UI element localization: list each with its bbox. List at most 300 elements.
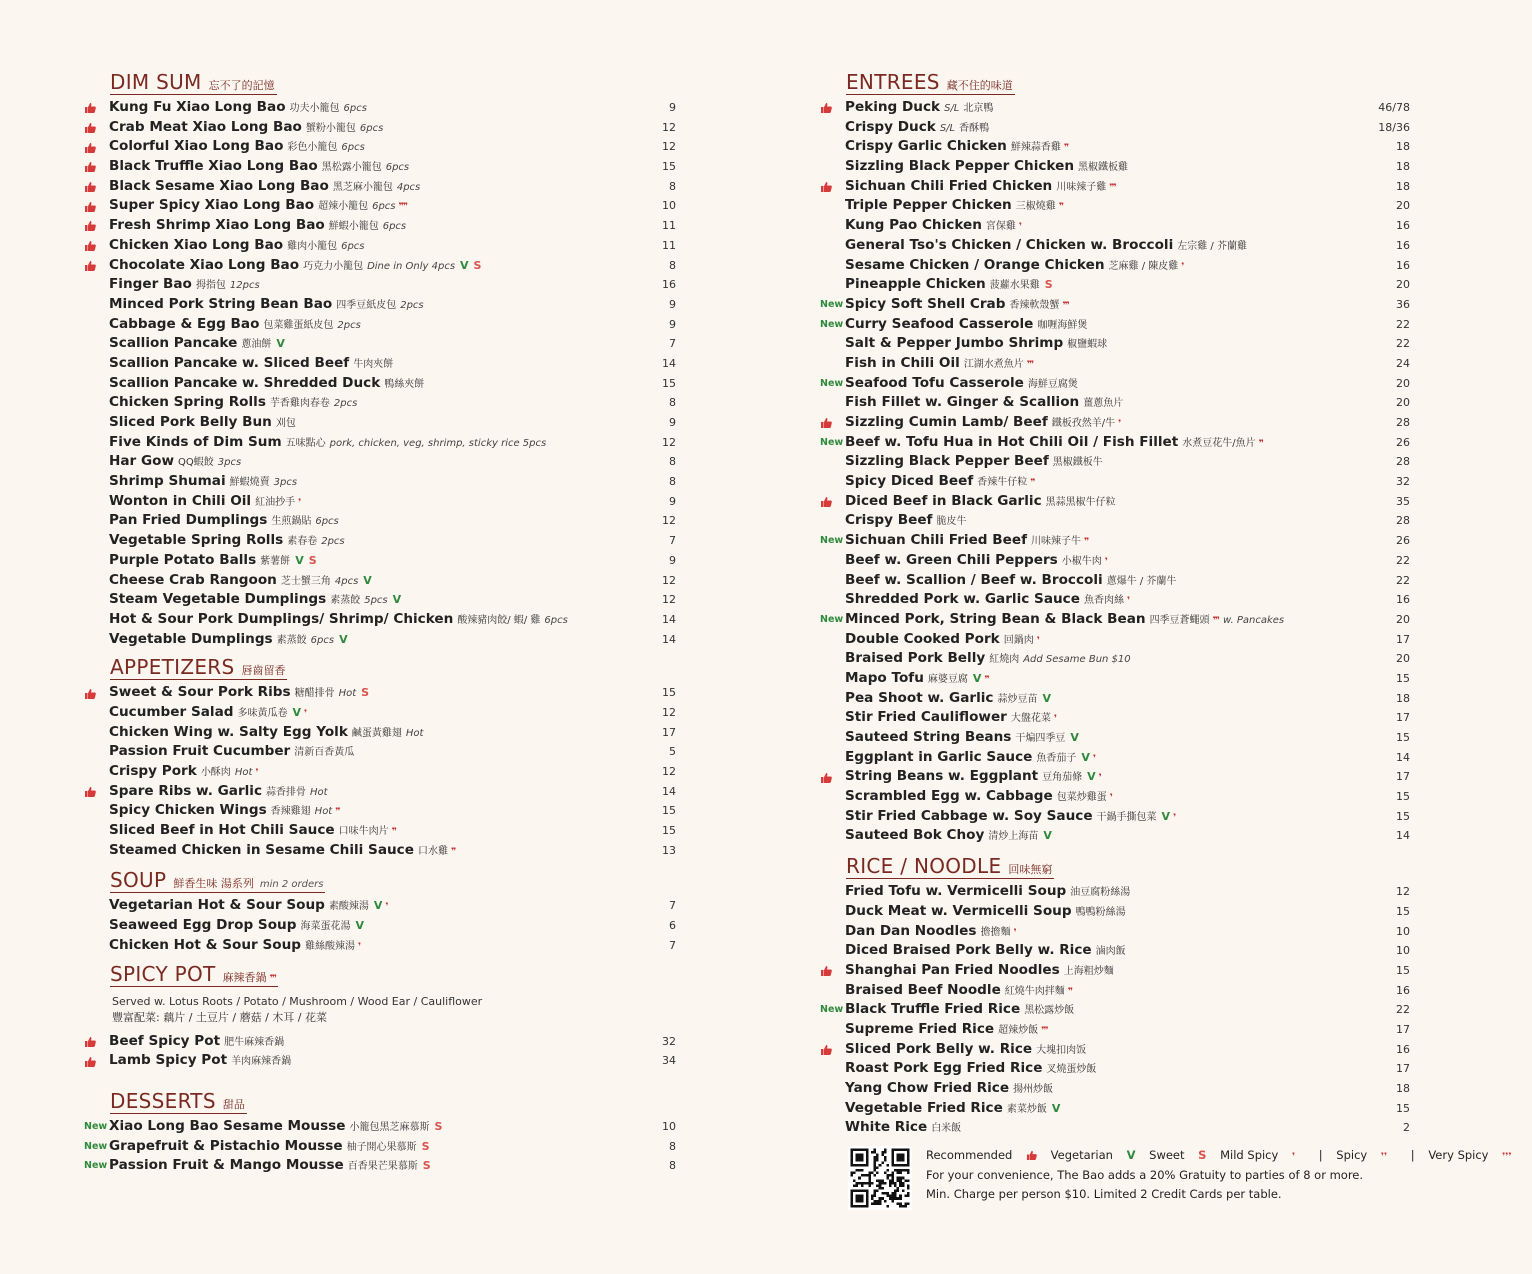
chili-icon: ❜❜❜ — [1109, 182, 1116, 193]
item-price: 22 — [1396, 337, 1410, 351]
item-price: 22 — [1396, 553, 1410, 567]
menu-item[interactable] — [84, 334, 676, 354]
menu-item[interactable] — [820, 433, 1410, 453]
item-marker — [84, 334, 110, 354]
menu-item[interactable] — [84, 374, 676, 394]
menu-item[interactable] — [84, 137, 676, 157]
chili-icon: ❜ — [358, 941, 361, 952]
item-chinese-name: 超辣炒飯 — [998, 1024, 1039, 1036]
item-title: Duck Meat w. Vermicelli Soup — [845, 902, 1072, 919]
item-name — [845, 981, 1072, 1003]
item-marker — [820, 748, 846, 768]
item-title: Beef w. Green Chili Peppers — [845, 551, 1058, 568]
menu-item[interactable] — [84, 511, 676, 531]
menu-item[interactable] — [84, 821, 676, 841]
menu-item[interactable] — [820, 1020, 1410, 1040]
menu-item[interactable] — [84, 354, 676, 374]
menu-item[interactable] — [84, 742, 676, 762]
item-price: 8 — [669, 475, 676, 489]
item-marker — [820, 118, 846, 138]
item-name — [109, 551, 317, 572]
item-price: 2 — [1403, 1121, 1410, 1135]
menu-item[interactable] — [84, 723, 676, 743]
menu-item[interactable] — [84, 1156, 676, 1176]
menu-item[interactable] — [820, 334, 1410, 354]
menu-item[interactable] — [84, 782, 676, 802]
item-name — [845, 590, 1129, 612]
section-title: RICE / NOODLE — [846, 854, 1002, 879]
section-chinese-title: 藏不住的味道 — [946, 79, 1013, 92]
menu-item[interactable] — [820, 728, 1410, 748]
menu-item[interactable] — [820, 413, 1410, 433]
item-name — [109, 433, 546, 454]
menu-item[interactable] — [84, 315, 676, 335]
item-price: 20 — [1396, 199, 1410, 213]
item-marker — [820, 767, 846, 787]
menu-item[interactable] — [84, 1051, 676, 1071]
item-chinese-name: 清新百香黃瓜 — [294, 747, 355, 759]
menu-item[interactable] — [820, 354, 1410, 374]
menu-item[interactable] — [820, 1059, 1410, 1079]
item-marker — [84, 571, 110, 591]
menu-item[interactable] — [820, 1040, 1410, 1060]
item-chinese-name: 牛肉夾餅 — [353, 358, 394, 370]
item-marker — [84, 683, 110, 703]
menu-item[interactable] — [820, 961, 1410, 981]
item-price: 16 — [1396, 238, 1410, 252]
item-name — [845, 1118, 961, 1139]
item-price: 7 — [669, 899, 676, 913]
vegetarian-mark: V — [1043, 829, 1052, 843]
item-marker — [820, 571, 846, 591]
item-name — [109, 896, 388, 918]
chili-icon: ❜❜❜ — [1062, 300, 1069, 311]
legend-vegetarian: Vegetarian V — [1050, 1148, 1136, 1162]
item-note: Hot — [314, 806, 333, 818]
item-price: 32 — [662, 1034, 676, 1048]
item-price: 12 — [662, 705, 676, 719]
item-name — [845, 374, 1078, 395]
item-price: 34 — [662, 1054, 676, 1068]
menu-item[interactable] — [820, 393, 1410, 413]
item-chinese-name: 鴨絲夾餅 — [384, 378, 425, 390]
qr-code[interactable] — [848, 1146, 912, 1210]
menu-item[interactable] — [820, 807, 1410, 827]
item-note: 6pcs — [385, 162, 410, 174]
menu-item[interactable] — [84, 610, 676, 630]
menu-item[interactable] — [820, 610, 1410, 630]
item-price: 13 — [662, 843, 676, 857]
sweet-mark: S — [361, 686, 370, 700]
item-marker — [820, 551, 846, 571]
item-chinese-name: 羊肉麻辣香鍋 — [231, 1056, 292, 1068]
menu-item[interactable] — [84, 157, 676, 177]
thumbs-up-icon — [820, 102, 832, 113]
item-chinese-name: 紫薯餅 — [260, 555, 291, 567]
menu-item[interactable] — [820, 492, 1410, 512]
item-title: Black Truffle Fried Rice — [845, 1001, 1021, 1018]
menu-item[interactable] — [84, 433, 676, 453]
section-description — [84, 994, 676, 1026]
item-chinese-name: 百香果芒果慕斯 — [347, 1161, 418, 1173]
item-chinese-name: 小籠包黑芝麻慕斯 — [349, 1121, 430, 1133]
menu-item[interactable] — [84, 472, 676, 492]
item-price: 14 — [662, 784, 676, 798]
item-name — [109, 472, 297, 493]
item-title: Purple Potato Balls — [109, 551, 257, 568]
item-price: 8 — [669, 396, 676, 410]
sweet-mark: S — [421, 1139, 430, 1153]
thumbs-up-icon — [84, 181, 96, 192]
item-name — [109, 177, 420, 198]
item-title: Vegetable Fried Rice — [845, 1099, 1003, 1116]
item-title: Colorful Xiao Long Bao — [109, 138, 284, 155]
item-price: 10 — [1396, 944, 1410, 958]
item-title: Chocolate Xiao Long Bao — [109, 256, 300, 273]
item-name — [845, 787, 1112, 809]
item-title: Sizzling Cumin Lamb/ Beef — [845, 414, 1048, 430]
menu-item[interactable] — [820, 196, 1410, 216]
menu-item[interactable] — [820, 1118, 1410, 1138]
item-note: Add Sesame Bun $10 — [1023, 654, 1131, 666]
item-note: 6pcs — [382, 221, 407, 233]
menu-item[interactable] — [84, 936, 676, 956]
item-note: 2pcs — [337, 319, 361, 331]
item-chinese-name: 口水雞 — [417, 845, 448, 857]
chili-icon: ❜❜❜ — [1026, 359, 1034, 370]
item-marker — [820, 590, 846, 610]
new-badge: New — [820, 377, 844, 389]
item-note: 3pcs — [273, 477, 298, 489]
item-chinese-name: 超辣小籠包 — [318, 201, 369, 213]
item-note: 6pcs — [343, 103, 367, 114]
menu-item[interactable] — [84, 630, 676, 650]
item-price: 12 — [662, 140, 676, 154]
menu-item[interactable] — [84, 590, 676, 610]
item-chinese-name: 四季豆蒼蠅頭 — [1149, 614, 1210, 626]
menu-item[interactable] — [820, 216, 1410, 236]
item-title: Seaweed Egg Drop Soup — [109, 917, 297, 934]
item-title: Kung Fu Xiao Long Bao — [109, 99, 286, 115]
menu-item[interactable] — [820, 551, 1410, 571]
menu-item[interactable] — [84, 551, 676, 571]
thumbs-up-icon — [820, 496, 832, 507]
menu-item[interactable] — [84, 295, 676, 315]
item-price: 15 — [662, 804, 676, 818]
menu-item[interactable] — [84, 452, 676, 472]
menu-item[interactable] — [820, 571, 1410, 591]
item-price: 16 — [1396, 983, 1410, 997]
chili-icon: ❜❜ — [1380, 1152, 1388, 1162]
item-title: Pea Shoot w. Garlic — [845, 689, 994, 706]
item-title: Kung Pao Chicken — [845, 217, 982, 234]
item-title: Grapefruit & Pistachio Mousse — [109, 1137, 343, 1154]
item-name — [109, 590, 401, 611]
menu-item[interactable] — [820, 941, 1410, 961]
menu-footer — [848, 1146, 1512, 1210]
item-note: Hot — [405, 727, 424, 739]
item-name — [109, 157, 409, 178]
item-name — [109, 295, 424, 316]
menu-item[interactable] — [820, 1099, 1410, 1119]
menu-item[interactable] — [84, 393, 676, 413]
menu-item[interactable] — [820, 767, 1410, 787]
item-chinese-name: 芝麻雞 / 陳皮雞 — [1108, 260, 1179, 272]
item-marker — [84, 413, 110, 433]
menu-item[interactable] — [820, 256, 1410, 276]
menu-item[interactable] — [84, 571, 676, 591]
item-title: Sauteed Bok Choy — [845, 827, 985, 844]
menu-item[interactable] — [820, 689, 1410, 709]
new-badge: New — [820, 535, 844, 547]
item-note: 3pcs — [217, 457, 242, 469]
chili-icon: ❜ — [1053, 714, 1057, 725]
thumbs-up-icon — [84, 786, 96, 797]
item-marker — [820, 334, 846, 354]
item-note: 6pcs — [544, 614, 568, 626]
item-name — [109, 374, 424, 395]
menu-item[interactable] — [820, 669, 1410, 689]
item-marker — [84, 177, 110, 197]
menu-item[interactable] — [820, 531, 1410, 551]
menu-item[interactable] — [820, 98, 1410, 118]
vegetarian-mark: V — [392, 593, 402, 607]
item-chinese-name: 鴨鴨粉絲湯 — [1075, 906, 1126, 918]
new-badge: New — [820, 298, 844, 310]
item-chinese-name: 素蒸餃 — [330, 595, 361, 607]
section-heading — [846, 70, 1015, 95]
item-marker — [820, 196, 846, 216]
section-title: SOUP — [110, 868, 167, 893]
menu-item[interactable] — [820, 472, 1410, 492]
menu-item[interactable] — [820, 118, 1410, 138]
menu-item[interactable] — [820, 748, 1410, 768]
item-price: 18 — [1396, 140, 1410, 154]
menu-item[interactable] — [84, 98, 676, 118]
item-price: 15 — [1396, 809, 1410, 823]
item-name — [845, 669, 989, 691]
item-price: 15 — [1396, 790, 1410, 804]
item-marker — [84, 896, 110, 916]
item-chinese-name: 蒜炒豆苗 — [997, 693, 1038, 705]
menu-item[interactable] — [820, 1079, 1410, 1099]
menu-item[interactable] — [820, 649, 1410, 669]
legend-very-spicy: Very Spicy ❜❜❜ — [1428, 1148, 1512, 1162]
menu-item[interactable] — [84, 531, 676, 551]
item-marker — [820, 610, 846, 630]
item-title: Stir Fried Cauliflower — [845, 709, 1007, 726]
item-title: Wonton in Chili Oil — [109, 492, 252, 509]
item-marker — [84, 841, 110, 861]
item-marker — [820, 157, 846, 177]
item-title: Fish in Chili Oil — [845, 354, 960, 371]
menu-item[interactable] — [820, 922, 1410, 942]
item-marker — [820, 354, 846, 374]
section-chinese-title: 鮮香生味 湯系列 — [173, 877, 254, 891]
menu-item[interactable] — [820, 981, 1410, 1001]
menu-item[interactable] — [820, 374, 1410, 394]
item-price: 17 — [1396, 632, 1410, 646]
item-note: Hot — [310, 786, 328, 798]
item-marker — [84, 98, 110, 118]
menu-item[interactable] — [84, 216, 676, 236]
section-desserts — [84, 1083, 676, 1176]
item-name — [109, 118, 383, 139]
section-header — [820, 848, 1410, 882]
menu-item[interactable] — [820, 177, 1410, 197]
item-price: 20 — [1396, 396, 1410, 410]
item-title: Fish Fillet w. Ginger & Scallion — [845, 394, 1080, 411]
item-name — [109, 216, 406, 237]
menu-item[interactable] — [820, 236, 1410, 256]
item-title: Hot & Sour Pork Dumplings/ Shrimp/ Chicken — [109, 610, 454, 627]
item-price: 9 — [669, 494, 676, 508]
legend-recommended: Recommended — [926, 1148, 1041, 1162]
menu-item[interactable] — [84, 762, 676, 782]
menu-item[interactable] — [84, 256, 676, 276]
menu-item[interactable] — [84, 841, 676, 861]
item-chinese-name: 柚子開心果慕斯 — [346, 1141, 417, 1153]
item-title: Passion Fruit Cucumber — [109, 743, 291, 760]
new-badge: New — [820, 436, 844, 448]
item-price: 22 — [1396, 573, 1410, 587]
item-title: Mapo Tofu — [845, 669, 924, 686]
thumbs-up-icon — [84, 102, 96, 113]
item-marker — [820, 1000, 846, 1020]
menu-item[interactable] — [820, 275, 1410, 295]
menu-item[interactable] — [820, 157, 1410, 177]
item-title: Crispy Beef — [845, 512, 933, 529]
item-title: Five Kinds of Dim Sum — [109, 433, 282, 450]
sweet-mark: S — [308, 553, 317, 567]
item-marker — [820, 531, 846, 551]
section-dim-sum — [84, 64, 676, 649]
menu-item[interactable] — [84, 413, 676, 433]
menu-item[interactable] — [84, 1032, 676, 1052]
item-marker — [820, 649, 846, 669]
menu-item[interactable] — [84, 236, 676, 256]
item-marker — [84, 275, 110, 295]
item-chinese-name: 芝士蟹三角 — [280, 575, 331, 587]
item-price: 14 — [1396, 829, 1410, 843]
menu-item[interactable] — [820, 787, 1410, 807]
item-title: Cucumber Salad — [109, 703, 234, 720]
item-name — [109, 571, 372, 592]
item-title: Har Gow — [109, 453, 175, 470]
item-name — [845, 882, 1130, 903]
legend — [926, 1148, 1532, 1162]
item-marker — [84, 1051, 110, 1071]
item-title: Shrimp Shumai — [109, 473, 226, 490]
item-chinese-name: 干煸四季豆 — [1015, 733, 1066, 744]
menu-item[interactable] — [84, 275, 676, 295]
menu-item[interactable] — [84, 683, 676, 703]
menu-item[interactable] — [84, 896, 676, 916]
item-chinese-name: 黑松露炒飯 — [1024, 1005, 1075, 1017]
item-price: 12 — [662, 765, 676, 778]
item-price: 11 — [662, 238, 676, 252]
menu-item[interactable] — [820, 590, 1410, 610]
item-chinese-name: 滷肉飯 — [1095, 946, 1126, 958]
item-marker — [84, 511, 110, 531]
menu-item[interactable] — [84, 196, 676, 216]
item-marker — [820, 374, 846, 394]
menu-item[interactable] — [820, 902, 1410, 922]
menu-item[interactable] — [820, 137, 1410, 157]
menu-item[interactable] — [820, 1000, 1410, 1020]
section-chinese-title: 麻辣香鍋 — [222, 970, 267, 984]
chili-icon: ❜ — [1126, 596, 1130, 607]
item-title: Super Spicy Xiao Long Bao — [109, 197, 315, 214]
item-name — [845, 1040, 1086, 1061]
item-price: 17 — [1396, 770, 1410, 784]
menu-item[interactable] — [820, 882, 1410, 902]
item-name — [845, 157, 1128, 178]
menu-item[interactable] — [84, 916, 676, 936]
item-chinese-name: 黑芝麻小籠包 — [332, 181, 393, 193]
item-price: 16 — [1396, 593, 1410, 607]
item-marker — [820, 1099, 846, 1119]
menu-item[interactable] — [84, 177, 676, 197]
item-title: Supreme Fried Rice — [845, 1020, 995, 1037]
menu-item[interactable] — [820, 708, 1410, 728]
menu-item[interactable] — [820, 630, 1410, 650]
menu-item[interactable] — [820, 511, 1410, 531]
item-marker — [84, 723, 110, 743]
menu-item[interactable] — [84, 801, 676, 821]
item-chinese-name: 薑蔥魚片 — [1083, 398, 1124, 410]
menu-item[interactable] — [820, 315, 1410, 335]
item-marker — [84, 137, 110, 157]
item-name — [109, 256, 481, 277]
item-title: Stir Fried Cabbage w. Soy Sauce — [845, 807, 1093, 824]
chili-icon: ❜ — [1118, 419, 1121, 429]
item-chinese-name: 蔥爆牛 / 芥蘭牛 — [1106, 575, 1177, 587]
vegetarian-mark: V — [339, 632, 348, 646]
menu-item[interactable] — [84, 1137, 676, 1157]
item-name — [109, 413, 296, 434]
section-rice-noodle — [820, 848, 1410, 1138]
item-chinese-name: 雞絲酸辣湯 — [305, 940, 355, 952]
item-price: 18/36 — [1378, 120, 1410, 134]
menu-item[interactable] — [84, 703, 676, 723]
item-title: Peking Duck — [845, 99, 941, 115]
item-note: Dine in Only 4pcs — [367, 260, 456, 272]
menu-item[interactable] — [820, 295, 1410, 315]
menu-item[interactable] — [820, 826, 1410, 846]
item-chinese-name: QQ蝦餃 — [178, 457, 214, 469]
item-chinese-name: 菠蘿水果雞 — [989, 280, 1040, 292]
item-marker — [820, 315, 846, 335]
section-note: min 2 orders — [259, 879, 324, 891]
thumbs-up-icon — [84, 161, 96, 172]
item-name — [845, 826, 1052, 847]
description-line: 豐富配菜: 藕片 / 土豆片 / 蘑菇 / 木耳 / 花菜 — [112, 1010, 327, 1024]
chili-icon: ❜ — [1013, 927, 1016, 938]
menu-item[interactable] — [84, 492, 676, 512]
item-price: 20 — [1396, 376, 1410, 390]
chili-icon: ❜ — [1109, 793, 1112, 804]
menu-item[interactable] — [84, 1117, 676, 1137]
menu-item[interactable] — [84, 118, 676, 138]
item-marker — [84, 762, 110, 782]
menu-item[interactable] — [820, 452, 1410, 472]
left-column — [84, 64, 676, 1176]
item-marker — [820, 922, 846, 942]
item-chinese-name: 黑松露小籠包 — [321, 162, 382, 174]
item-title: Spicy Soft Shell Crab — [845, 295, 1006, 312]
item-price: 5 — [669, 745, 676, 759]
